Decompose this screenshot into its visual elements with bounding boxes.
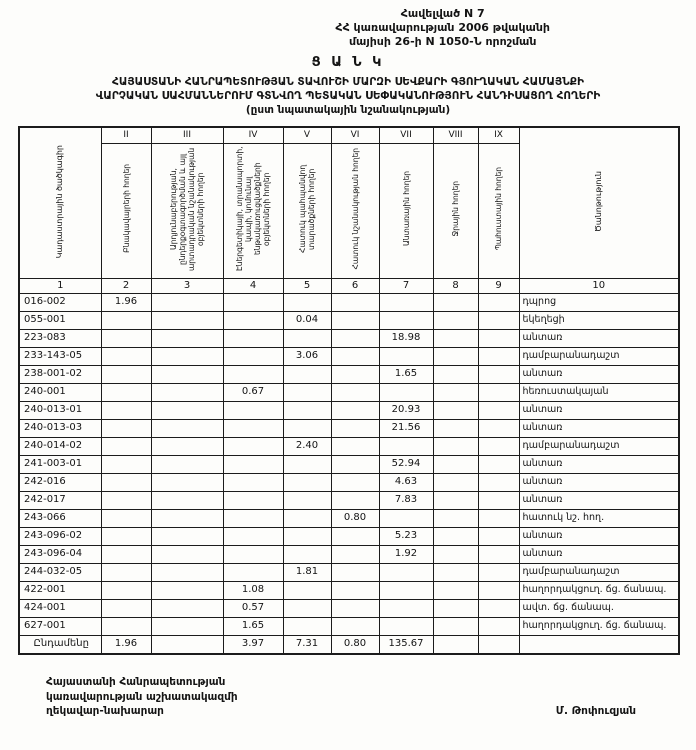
area-value-cell bbox=[101, 545, 151, 563]
area-value-cell bbox=[478, 617, 519, 635]
table-row bbox=[19, 617, 679, 635]
area-value-cell bbox=[478, 365, 519, 383]
cadastral-code-cell: 243-096-02 bbox=[19, 527, 101, 545]
table-row bbox=[19, 491, 679, 509]
area-value-cell bbox=[101, 365, 151, 383]
table-row bbox=[19, 329, 679, 347]
area-value-cell bbox=[223, 545, 283, 563]
area-value-cell bbox=[433, 563, 478, 581]
note-cell bbox=[519, 635, 679, 654]
area-value-cell: 1.08 bbox=[223, 581, 283, 599]
area-value-cell: 4.63 bbox=[379, 473, 433, 491]
area-value-cell: 0.04 bbox=[283, 311, 331, 329]
header-label: Պահուստային հողեր bbox=[494, 167, 503, 251]
note-cell: անտառ bbox=[519, 527, 679, 545]
cadastral-code-cell: 055-001 bbox=[19, 311, 101, 329]
area-value-cell bbox=[478, 509, 519, 527]
note-cell: ավտ. ճց. ճանապ. bbox=[519, 599, 679, 617]
header-protected-lands bbox=[283, 143, 331, 278]
area-value-cell bbox=[223, 563, 283, 581]
area-value-cell bbox=[478, 545, 519, 563]
header-note bbox=[519, 127, 679, 279]
area-value-cell bbox=[223, 365, 283, 383]
cadastral-code-cell: 424-001 bbox=[19, 599, 101, 617]
area-value-cell bbox=[433, 365, 478, 383]
area-value-cell bbox=[433, 599, 478, 617]
area-value-cell bbox=[331, 527, 379, 545]
area-value-cell: 20.93 bbox=[379, 401, 433, 419]
area-value-cell bbox=[331, 383, 379, 401]
header-reserve-lands bbox=[478, 143, 519, 278]
area-value-cell bbox=[433, 401, 478, 419]
header-label-note: Ծանոթություն bbox=[593, 170, 603, 232]
cadastral-code-cell: 016-002 bbox=[19, 293, 101, 311]
header-label: Ջրային հողեր bbox=[451, 181, 460, 237]
area-value-cell bbox=[151, 383, 223, 401]
area-value-cell bbox=[478, 293, 519, 311]
header-forest-lands bbox=[379, 143, 433, 278]
column-number: 2 bbox=[101, 278, 151, 293]
roman-numeral-col3: III bbox=[151, 127, 223, 144]
header-label: Արդյունաբերության, ընդերքօգտագործման և այլ արտադրական նշանակության օբյեկտների հողեր bbox=[169, 147, 205, 271]
table-row bbox=[19, 401, 679, 419]
header-water-lands bbox=[433, 143, 478, 278]
area-value-cell: 1.96 bbox=[101, 635, 151, 654]
table-row bbox=[19, 383, 679, 401]
area-value-cell bbox=[331, 419, 379, 437]
area-value-cell bbox=[331, 473, 379, 491]
area-value-cell bbox=[151, 599, 223, 617]
document-caption: Ց Ա Ն Կ bbox=[311, 55, 385, 71]
cadastral-code-cell: 242-017 bbox=[19, 491, 101, 509]
table-row bbox=[19, 293, 679, 311]
table-row bbox=[19, 473, 679, 491]
area-value-cell bbox=[478, 383, 519, 401]
cadastral-code-cell: 240-013-01 bbox=[19, 401, 101, 419]
area-value-cell: 0.80 bbox=[331, 509, 379, 527]
cadastral-code-cell: 240-001 bbox=[19, 383, 101, 401]
area-value-cell bbox=[101, 329, 151, 347]
total-row bbox=[19, 635, 679, 654]
area-value-cell bbox=[433, 545, 478, 563]
area-value-cell bbox=[478, 635, 519, 654]
note-cell: անտառ bbox=[519, 365, 679, 383]
area-value-cell bbox=[101, 581, 151, 599]
column-number: 4 bbox=[223, 278, 283, 293]
roman-numeral-row bbox=[19, 127, 679, 144]
annex-line-2: ՀՀ կառավարության 2006 թվականի bbox=[335, 20, 550, 34]
signatory-title bbox=[46, 675, 238, 719]
area-value-cell bbox=[331, 311, 379, 329]
cadastral-code-cell: 627-001 bbox=[19, 617, 101, 635]
area-value-cell: 7.83 bbox=[379, 491, 433, 509]
roman-numeral-col9: IX bbox=[478, 127, 519, 144]
area-value-cell: 1.92 bbox=[379, 545, 433, 563]
area-value-cell bbox=[151, 365, 223, 383]
area-value-cell bbox=[101, 563, 151, 581]
roman-numeral-col8: VIII bbox=[433, 127, 478, 144]
total-label-cell: Ընդամենը bbox=[19, 635, 101, 654]
area-value-cell bbox=[331, 491, 379, 509]
area-value-cell bbox=[433, 617, 478, 635]
table-row bbox=[19, 455, 679, 473]
area-value-cell bbox=[223, 329, 283, 347]
header-label: Անտառային հողեր bbox=[401, 171, 411, 247]
area-value-cell bbox=[223, 527, 283, 545]
table-row bbox=[19, 581, 679, 599]
area-value-cell bbox=[151, 437, 223, 455]
area-value-cell bbox=[151, 581, 223, 599]
area-value-cell bbox=[433, 473, 478, 491]
area-value-cell bbox=[223, 347, 283, 365]
area-value-cell bbox=[283, 401, 331, 419]
area-value-cell bbox=[101, 347, 151, 365]
note-cell: անտառ bbox=[519, 545, 679, 563]
note-cell: դամբարանադաշտ bbox=[519, 563, 679, 581]
area-value-cell: 1.65 bbox=[223, 617, 283, 635]
area-value-cell: 52.94 bbox=[379, 455, 433, 473]
area-value-cell: 0.80 bbox=[331, 635, 379, 654]
column-number: 1 bbox=[19, 278, 101, 293]
area-value-cell bbox=[331, 599, 379, 617]
area-value-cell bbox=[478, 311, 519, 329]
table-row bbox=[19, 509, 679, 527]
roman-numeral-col5: V bbox=[283, 127, 331, 144]
table-row bbox=[19, 347, 679, 365]
note-cell: եկեղեցի bbox=[519, 311, 679, 329]
area-value-cell bbox=[478, 437, 519, 455]
area-value-cell bbox=[223, 509, 283, 527]
area-value-cell bbox=[331, 563, 379, 581]
area-value-cell bbox=[223, 401, 283, 419]
area-value-cell bbox=[283, 455, 331, 473]
annex-line-1: Հավելված N 7 bbox=[400, 7, 485, 20]
note-cell: հեռուստակայան bbox=[519, 383, 679, 401]
column-number: 7 bbox=[379, 278, 433, 293]
area-value-cell bbox=[223, 419, 283, 437]
header-industrial-lands bbox=[151, 143, 223, 278]
area-value-cell bbox=[433, 311, 478, 329]
area-value-cell: 21.56 bbox=[379, 419, 433, 437]
area-value-cell bbox=[151, 311, 223, 329]
area-value-cell bbox=[331, 545, 379, 563]
area-value-cell: 18.98 bbox=[379, 329, 433, 347]
area-value-cell bbox=[331, 347, 379, 365]
area-value-cell bbox=[379, 383, 433, 401]
note-cell: դամբարանադաշտ bbox=[519, 437, 679, 455]
area-value-cell bbox=[433, 329, 478, 347]
area-value-cell bbox=[151, 419, 223, 437]
area-value-cell bbox=[101, 419, 151, 437]
area-value-cell bbox=[379, 293, 433, 311]
column-number-row bbox=[19, 278, 679, 293]
annex-reference bbox=[335, 7, 550, 48]
cadastral-code-cell: 240-013-03 bbox=[19, 419, 101, 437]
area-value-cell bbox=[283, 527, 331, 545]
area-value-cell bbox=[478, 527, 519, 545]
note-cell: դպրոց bbox=[519, 293, 679, 311]
note-cell: անտառ bbox=[519, 455, 679, 473]
area-value-cell bbox=[283, 599, 331, 617]
area-value-cell: 1.96 bbox=[101, 293, 151, 311]
area-value-cell bbox=[379, 509, 433, 527]
note-cell: հաղորդակցուղ. ճց. ճանապ. bbox=[519, 617, 679, 635]
area-value-cell bbox=[331, 401, 379, 419]
area-value-cell bbox=[101, 527, 151, 545]
area-value-cell bbox=[101, 509, 151, 527]
table-row bbox=[19, 527, 679, 545]
area-value-cell bbox=[283, 509, 331, 527]
area-value-cell bbox=[151, 401, 223, 419]
table-row bbox=[19, 365, 679, 383]
area-value-cell bbox=[478, 347, 519, 365]
area-value-cell bbox=[433, 293, 478, 311]
header-label-cadastral-code: Կադաստրային ծածկագիր bbox=[55, 144, 65, 258]
header-label: Հատուկ նշանակության հողեր bbox=[350, 148, 360, 270]
cadastral-code-cell: 241-003-01 bbox=[19, 455, 101, 473]
signatory-title-line-1: Հայաստանի Հանրապետության bbox=[46, 675, 226, 688]
area-value-cell bbox=[101, 401, 151, 419]
cadastral-code-cell: 233-143-05 bbox=[19, 347, 101, 365]
area-value-cell bbox=[478, 329, 519, 347]
area-value-cell bbox=[283, 581, 331, 599]
area-value-cell bbox=[433, 419, 478, 437]
cadastral-code-cell: 243-096-04 bbox=[19, 545, 101, 563]
header-label: Բնակավայրերի հողեր bbox=[121, 164, 131, 254]
header-label: Հատուկ պահպանվող տարածքների հողեր bbox=[298, 164, 316, 253]
roman-numeral-col7: VII bbox=[379, 127, 433, 144]
land-parcels-table bbox=[18, 126, 680, 655]
area-value-cell: 1.65 bbox=[379, 365, 433, 383]
area-value-cell: 1.81 bbox=[283, 563, 331, 581]
area-value-cell: 0.57 bbox=[223, 599, 283, 617]
area-value-cell bbox=[151, 617, 223, 635]
annex-line-3: մայիսի 26-ի N 1050-Ն որոշման bbox=[348, 34, 537, 48]
table-row bbox=[19, 437, 679, 455]
area-value-cell bbox=[223, 491, 283, 509]
area-value-cell bbox=[151, 293, 223, 311]
signature-block bbox=[18, 675, 678, 719]
table-row bbox=[19, 419, 679, 437]
area-value-cell: 2.40 bbox=[283, 437, 331, 455]
area-value-cell bbox=[151, 491, 223, 509]
area-value-cell bbox=[478, 491, 519, 509]
area-value-cell bbox=[223, 473, 283, 491]
area-value-cell: 3.06 bbox=[283, 347, 331, 365]
column-number: 3 bbox=[151, 278, 223, 293]
area-value-cell bbox=[478, 563, 519, 581]
area-value-cell bbox=[283, 419, 331, 437]
area-value-cell bbox=[101, 455, 151, 473]
area-value-cell bbox=[478, 581, 519, 599]
area-value-cell bbox=[283, 491, 331, 509]
area-value-cell bbox=[101, 617, 151, 635]
area-value-cell bbox=[331, 293, 379, 311]
cadastral-code-cell: 243-066 bbox=[19, 509, 101, 527]
area-value-cell bbox=[478, 473, 519, 491]
area-value-cell bbox=[101, 473, 151, 491]
roman-numeral-col6: VI bbox=[331, 127, 379, 144]
area-value-cell bbox=[283, 473, 331, 491]
area-value-cell bbox=[283, 293, 331, 311]
area-value-cell bbox=[151, 545, 223, 563]
roman-numeral-col4: IV bbox=[223, 127, 283, 144]
note-cell: անտառ bbox=[519, 491, 679, 509]
area-value-cell bbox=[379, 437, 433, 455]
column-number: 8 bbox=[433, 278, 478, 293]
area-value-cell bbox=[101, 437, 151, 455]
area-value-cell bbox=[478, 419, 519, 437]
area-value-cell bbox=[379, 311, 433, 329]
area-value-cell bbox=[283, 329, 331, 347]
note-cell: անտառ bbox=[519, 473, 679, 491]
area-value-cell bbox=[379, 347, 433, 365]
area-value-cell bbox=[433, 383, 478, 401]
area-value-cell bbox=[283, 383, 331, 401]
area-value-cell: 3.97 bbox=[223, 635, 283, 654]
area-value-cell bbox=[478, 455, 519, 473]
table-row bbox=[19, 545, 679, 563]
roman-numeral-col2: II bbox=[101, 127, 151, 144]
area-value-cell bbox=[151, 509, 223, 527]
column-number: 10 bbox=[519, 278, 679, 293]
header-special-lands bbox=[331, 143, 379, 278]
cadastral-code-cell: 223-083 bbox=[19, 329, 101, 347]
note-cell: հատուկ նշ. հող. bbox=[519, 509, 679, 527]
note-cell: անտառ bbox=[519, 329, 679, 347]
table-row bbox=[19, 311, 679, 329]
area-value-cell bbox=[331, 617, 379, 635]
area-value-cell bbox=[433, 527, 478, 545]
header-infrastructure-lands bbox=[223, 143, 283, 278]
area-value-cell bbox=[331, 329, 379, 347]
area-value-cell bbox=[433, 347, 478, 365]
area-value-cell bbox=[433, 635, 478, 654]
area-value-cell bbox=[223, 293, 283, 311]
signatory-title-line-3: ղեկավար-նախարար bbox=[46, 705, 164, 718]
area-value-cell bbox=[151, 455, 223, 473]
column-number: 6 bbox=[331, 278, 379, 293]
area-value-cell bbox=[433, 581, 478, 599]
area-value-cell bbox=[379, 599, 433, 617]
area-value-cell bbox=[101, 383, 151, 401]
note-cell: հաղորդակցուղ. ճց. ճանապ. bbox=[519, 581, 679, 599]
header-residential-lands bbox=[101, 143, 151, 278]
area-value-cell bbox=[283, 365, 331, 383]
title-subtitle: (ըստ նպատակային նշանակության) bbox=[245, 103, 451, 116]
area-value-cell bbox=[151, 635, 223, 654]
area-value-cell bbox=[151, 473, 223, 491]
area-value-cell bbox=[223, 437, 283, 455]
area-value-cell bbox=[433, 455, 478, 473]
signatory-title-line-2: կառավարության աշխատակազմի bbox=[46, 690, 238, 703]
cadastral-code-cell: 422-001 bbox=[19, 581, 101, 599]
area-value-cell bbox=[433, 491, 478, 509]
area-value-cell bbox=[379, 581, 433, 599]
column-number: 5 bbox=[283, 278, 331, 293]
cadastral-code-cell: 238-001-02 bbox=[19, 365, 101, 383]
area-value-cell bbox=[101, 311, 151, 329]
area-value-cell bbox=[478, 401, 519, 419]
area-value-cell bbox=[101, 491, 151, 509]
area-value-cell bbox=[223, 455, 283, 473]
table-row bbox=[19, 563, 679, 581]
document-title bbox=[18, 76, 678, 118]
area-value-cell bbox=[331, 581, 379, 599]
area-value-cell bbox=[151, 527, 223, 545]
header-cadastral-code bbox=[19, 127, 101, 279]
area-value-cell bbox=[151, 563, 223, 581]
area-value-cell bbox=[331, 365, 379, 383]
area-value-cell bbox=[379, 563, 433, 581]
table-body bbox=[19, 293, 679, 654]
area-value-cell bbox=[331, 455, 379, 473]
title-line-2: ՎԱՐՉԱԿԱՆ ՍԱՀՄԱՆՆԵՐՈՒՄ ԳՏՆՎՈՂ ՊԵՏԱԿԱՆ ՍԵՓԱԿԱՆՈՒԹՅՈՒՆ ՀԱՆԴԻՍԱՑՈՂ ՀՈՂԵՐԻ bbox=[95, 90, 601, 103]
area-value-cell bbox=[223, 311, 283, 329]
area-value-cell: 5.23 bbox=[379, 527, 433, 545]
area-value-cell bbox=[101, 599, 151, 617]
signatory-name: Մ. Թոփուզյան bbox=[555, 705, 636, 718]
area-value-cell bbox=[283, 617, 331, 635]
area-value-cell bbox=[379, 617, 433, 635]
cadastral-code-cell: 240-014-02 bbox=[19, 437, 101, 455]
header-label: Էներգետիկայի, տրանսպորտի, կապի, կոմունալ ենթակառուցվածքների օբյեկտների հողեր bbox=[235, 146, 271, 272]
note-cell: դամբարանադաշտ bbox=[519, 347, 679, 365]
area-value-cell bbox=[478, 599, 519, 617]
area-value-cell bbox=[151, 329, 223, 347]
area-value-cell bbox=[283, 545, 331, 563]
area-value-cell: 7.31 bbox=[283, 635, 331, 654]
area-value-cell: 0.67 bbox=[223, 383, 283, 401]
title-line-1: ՀԱՅԱՍՏԱՆԻ ՀԱՆՐԱՊԵՏՈՒԹՅԱՆ ՏԱՎՈՒՇԻ ՄԱՐԶԻ ՍԵՎՔԱՐԻ ԳՅՈՒՂԱԿԱՆ ՀԱՄԱՅՆՔԻ bbox=[112, 76, 584, 89]
cadastral-code-cell: 244-032-05 bbox=[19, 563, 101, 581]
column-number: 9 bbox=[478, 278, 519, 293]
note-cell: անտառ bbox=[519, 401, 679, 419]
area-value-cell: 135.67 bbox=[379, 635, 433, 654]
area-value-cell bbox=[331, 437, 379, 455]
area-value-cell bbox=[433, 509, 478, 527]
table-row bbox=[19, 599, 679, 617]
area-value-cell bbox=[433, 437, 478, 455]
area-value-cell bbox=[151, 347, 223, 365]
note-cell: անտառ bbox=[519, 419, 679, 437]
cadastral-code-cell: 242-016 bbox=[19, 473, 101, 491]
